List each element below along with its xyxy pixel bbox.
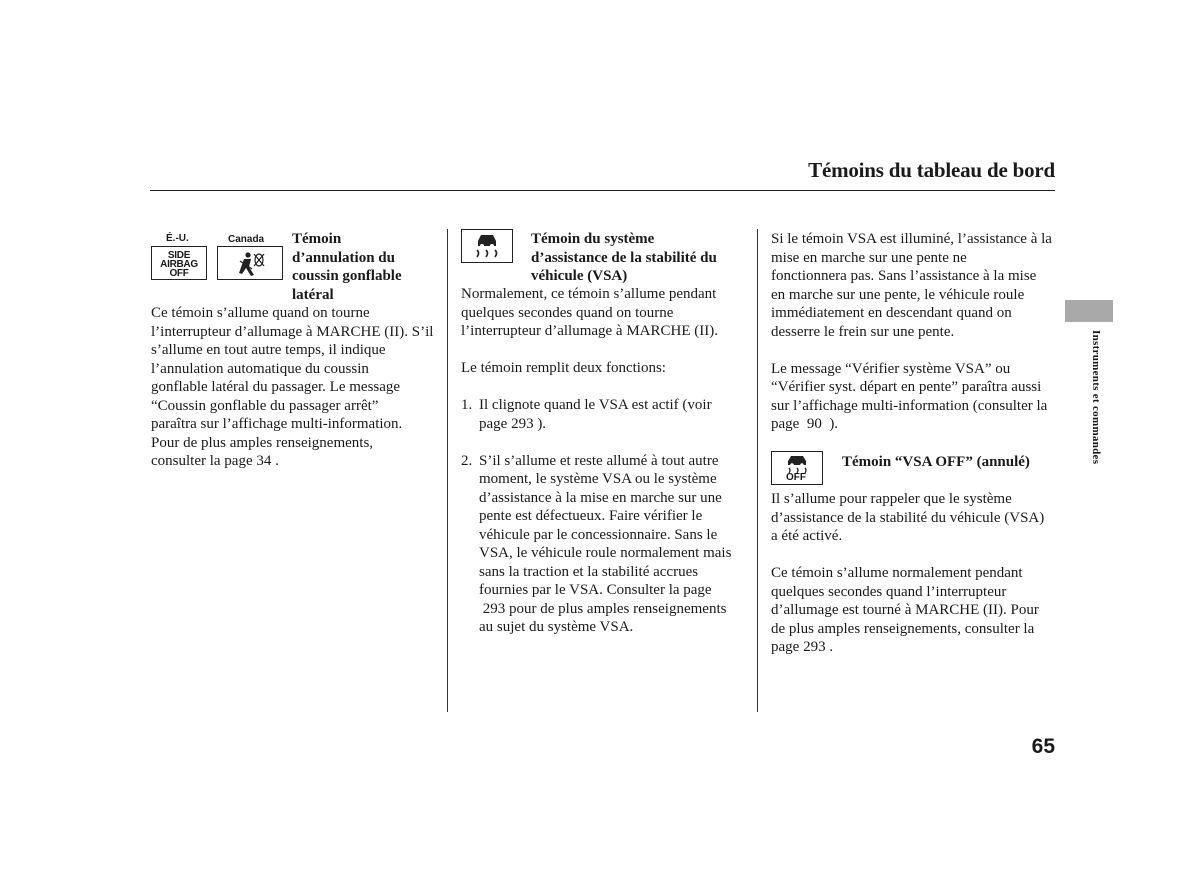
vsa-body (461, 285, 746, 637)
body-line: S’il s’allume et reste allumé à tout autre (479, 452, 719, 469)
side-airbag-heading-3: coussin gonflable (292, 268, 402, 284)
body-line: consulter la page 34 . (151, 453, 279, 469)
page-title: Témoins du tableau de bord (808, 158, 1055, 182)
body-line: l’interrupteur d’allumage à MARCHE (II). S’il (151, 323, 434, 340)
side-airbag-off-icon (151, 246, 207, 280)
body-line: fonctionnera pas. Sans l’assistance à la mise (771, 268, 1037, 284)
body-line: VSA, le véhicule roule normalement mais (479, 545, 732, 561)
list-item (461, 452, 746, 637)
body-line: Pour de plus amples renseignements, (151, 434, 374, 451)
body-line: Normalement, ce témoin s’allume pendant (461, 286, 717, 302)
body-line: moment, le système VSA ou le système (479, 471, 717, 487)
vsa-function-list (461, 396, 746, 637)
body-line: Il s’allume pour rappeler que le système (771, 491, 1012, 507)
body-line: gonflable latéral du passager. Le message (151, 379, 401, 395)
body-line: “Vérifier syst. départ en pente” paraîtra aussi (771, 379, 1042, 395)
body-line: de plus amples renseignements, consulter la (771, 620, 1035, 637)
vsa-continued-body (771, 230, 1061, 434)
side-airbag-heading-2: d’annulation du (292, 249, 395, 266)
body-line: “Coussin gonflable du passager arrêt” (151, 397, 379, 414)
body-line: véhicule par le concessionnaire. Sans le (479, 526, 718, 543)
body-line: paraîtra sur l’affichage multi-information. (151, 416, 403, 432)
body-line: s’allume en tout autre temps, il indique (151, 342, 386, 358)
body-line: fournies par le VSA. Consulter la page (479, 582, 712, 598)
side-airbag-body (151, 304, 441, 471)
body-line: l’interrupteur d’allumage à MARCHE (II). (461, 323, 718, 339)
body-line: desserre le frein sur une pente. (771, 323, 955, 340)
body-line: mise en marche sur une pente ne (771, 249, 967, 266)
body-line: en marche sur une pente, le véhicule roule (771, 286, 1025, 303)
airbag-icon-line-3: OFF (169, 268, 189, 279)
body-line: pente est défectueux. Faire vérifier le (479, 508, 703, 524)
body-line: Le message “Vérifier système VSA” ou (771, 360, 1011, 377)
body-line: sur l’affichage multi-information (consulter la (771, 397, 1048, 414)
side-airbag-heading-4: latéral (292, 286, 334, 303)
body-line: page 90 ). (771, 416, 839, 432)
body-line: immédiatement en descendant quand on (771, 305, 1012, 321)
side-airbag-heading-1: Témoin (292, 231, 342, 247)
body-line: quelques secondes quand on tourne (461, 304, 674, 321)
body-line: page 293 ). (479, 415, 547, 432)
vsa-heading-2: d’assistance de la stabilité du (531, 249, 717, 266)
vsa-off-body (771, 490, 1061, 657)
list-item (461, 396, 746, 433)
vsa-off-icon-label: OFF (786, 472, 806, 483)
column-divider-1 (447, 229, 448, 712)
vsa-off-heading: Témoin “VSA OFF” (annulé) (842, 454, 1030, 470)
section-tab-label: Instruments et commandes (1090, 330, 1102, 465)
body-line: Si le témoin VSA est illuminé, l’assistance à la (771, 231, 1052, 247)
body-line: 293 pour de plus amples renseignements (479, 600, 727, 617)
vsa-heading-3: véhicule (VSA) (531, 268, 628, 284)
body-line: l’annulation automatique du coussin (151, 360, 369, 377)
section-tab-marker (1065, 300, 1113, 322)
body-line: d’allumage est tourné à MARCHE (II). Pour (771, 602, 1039, 618)
body-line: sans la traction et la stabilité accrues (479, 563, 699, 580)
page-number: 65 (1031, 735, 1055, 758)
list-number: 2. (461, 452, 473, 469)
airbag-icon-line-2: AIRBAG (160, 259, 198, 270)
passenger-airbag-off-icon (217, 246, 283, 280)
airbag-icon-line-1: SIDE (167, 250, 191, 261)
list-number: 1. (461, 397, 473, 413)
vsa-off-icon (771, 451, 823, 485)
vsa-icon (461, 229, 513, 263)
body-line: a été activé. (771, 528, 843, 544)
body-line: page 293 . (771, 639, 834, 655)
body-line: Il clignote quand le VSA est actif (voir (479, 397, 712, 413)
body-line: Ce témoin s’allume quand on tourne (151, 305, 370, 321)
label-us: É.-U. (166, 233, 189, 244)
label-canada: Canada (228, 234, 265, 245)
body-line: Ce témoin s’allume normalement pendant (771, 565, 1023, 581)
body-line: quelques secondes quand l’interrupteur (771, 583, 1007, 600)
body-line: d’assistance de la stabilité du véhicule (VSA) (771, 509, 1045, 526)
header-rule (150, 190, 1055, 191)
body-line: d’assistance à la mise en marche sur une (479, 489, 722, 506)
functions-intro: Le témoin remplit deux fonctions: (461, 360, 666, 376)
vsa-heading-1: Témoin du système (531, 231, 655, 247)
body-line: au sujet du système VSA. (479, 619, 634, 635)
column-divider-2 (757, 229, 758, 712)
